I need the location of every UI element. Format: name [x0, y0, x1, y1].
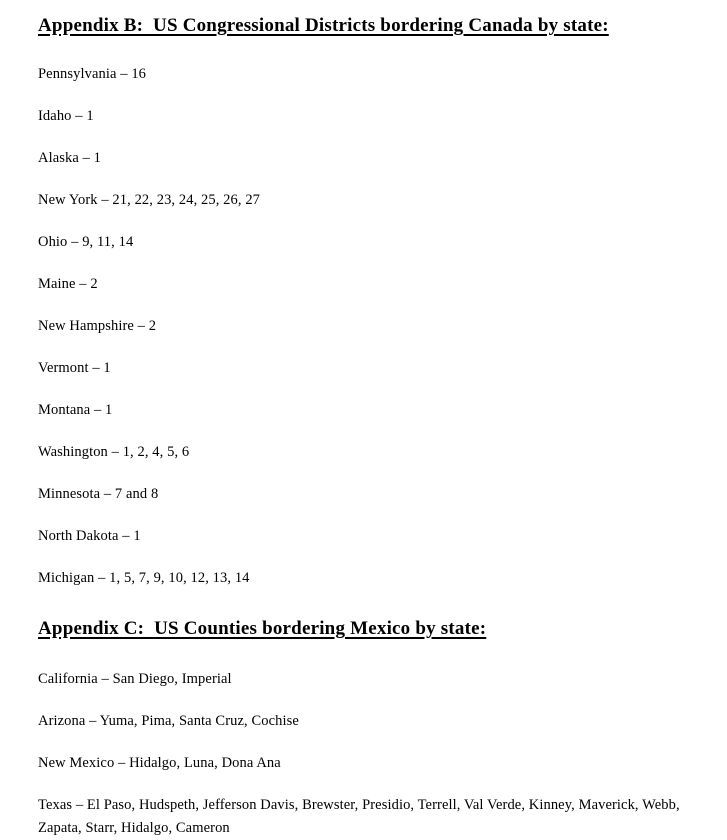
- district-item-north-dakota: North Dakota – 1: [38, 528, 141, 544]
- district-item-alaska: Alaska – 1: [38, 150, 102, 166]
- appendix-c-title: Appendix C: US Counties bordering Mexico by state:: [38, 618, 487, 639]
- district-item-pennsylvania: Pennsylvania – 16: [38, 66, 147, 82]
- district-item-minnesota: Minnesota – 7 and 8: [38, 486, 159, 502]
- district-item-washington: Washington – 1, 2, 4, 5, 6: [38, 444, 190, 460]
- district-item-new-hampshire: New Hampshire – 2: [38, 318, 157, 334]
- appendix-b-title: Appendix B: US Congressional Districts bordering Canada by state:: [38, 15, 609, 36]
- county-item-california: California – San Diego, Imperial: [38, 671, 232, 687]
- district-item-new-york: New York – 21, 22, 23, 24, 25, 26, 27: [38, 192, 261, 208]
- district-item-maine: Maine – 2: [38, 276, 98, 292]
- county-item-arizona: Arizona – Yuma, Pima, Santa Cruz, Cochise: [38, 713, 299, 729]
- district-item-idaho: Idaho – 1: [38, 108, 94, 124]
- district-item-vermont: Vermont – 1: [38, 360, 111, 376]
- district-item-montana: Montana – 1: [38, 402, 113, 418]
- district-item-michigan: Michigan – 1, 5, 7, 9, 10, 12, 13, 14: [38, 570, 250, 586]
- county-item-new-mexico: New Mexico – Hidalgo, Luna, Dona Ana: [38, 755, 281, 771]
- district-item-ohio: Ohio – 9, 11, 14: [38, 234, 134, 250]
- county-item-texas: Texas – El Paso, Hudspeth, Jefferson Davis, Brewster, Presidio, Terrell, Val Verde, Kinney, Maverick, Webb, Zapata, Starr, Hidalgo, Cameron: [38, 797, 680, 836]
